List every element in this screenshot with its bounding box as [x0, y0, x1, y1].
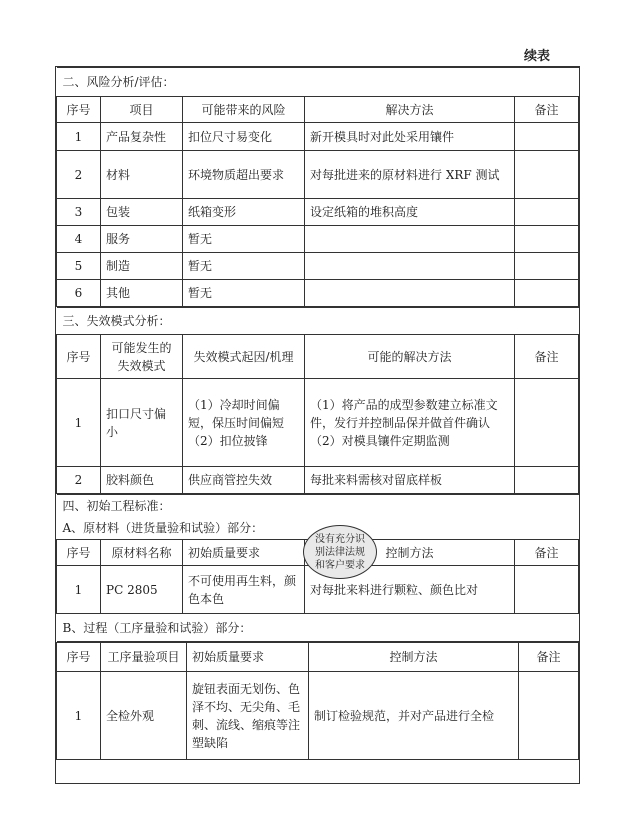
row-item: 服务 [101, 226, 183, 253]
row-number: 2 [57, 151, 101, 199]
col-header: 序号 [57, 540, 101, 566]
continued-label: 续表 [523, 49, 550, 64]
row-process-item: 全检外观 [101, 672, 187, 760]
col-header: 初始质量要求 [187, 643, 309, 672]
table-row [57, 123, 579, 151]
col-header: 序号 [57, 643, 101, 672]
col-header: 备注 [515, 540, 579, 566]
table-row [57, 151, 579, 199]
col-header: 解决方法 [305, 97, 515, 123]
col-header: 序号 [57, 335, 101, 379]
section-title-risk: 二、风险分析/评估： [57, 68, 579, 97]
col-header: 备注 [515, 335, 579, 379]
table-row [57, 379, 579, 467]
row-note [515, 123, 579, 151]
row-solution: 每批来料需核对留底样板 [305, 467, 515, 494]
row-material-name: PC 2805 [101, 566, 183, 614]
section-title-failure: 三、失效模式分析： [57, 308, 579, 335]
subsection-title-process: B、过程（工序量验和试验）部分： [57, 614, 579, 642]
row-note [515, 467, 579, 494]
col-header: 工序量验项目 [101, 643, 187, 672]
col-header: 失效模式起因/机理 [183, 335, 305, 379]
row-risk: 纸箱变形 [183, 199, 305, 226]
row-number: 4 [57, 226, 101, 253]
row-solution [305, 280, 515, 307]
row-number: 1 [57, 566, 101, 614]
col-header: 序号 [57, 97, 101, 123]
row-number: 2 [57, 467, 101, 494]
row-risk: 暂无 [183, 280, 305, 307]
row-risk: 暂无 [183, 226, 305, 253]
subsection-title-raw-material: A、原材料（进货量验和试验）部分： [57, 517, 579, 540]
table-row [57, 226, 579, 253]
row-note [515, 566, 579, 614]
row-item: 包装 [101, 199, 183, 226]
process-table [56, 642, 579, 760]
col-header: 项目 [101, 97, 183, 123]
row-item: 产品复杂性 [101, 123, 183, 151]
table-row [57, 253, 579, 280]
row-solution: （1）将产品的成型参数建立标准文件，发行并控制品保并做首件确认（2）对模具镶件定期监测 [305, 379, 515, 467]
callout-line: 和客户要求 [315, 560, 365, 571]
col-header: 原材料名称 [101, 540, 183, 566]
col-header: 备注 [519, 643, 579, 672]
row-solution [305, 226, 515, 253]
row-note [515, 151, 579, 199]
row-number: 1 [57, 123, 101, 151]
row-note [515, 280, 579, 307]
row-item: 制造 [101, 253, 183, 280]
row-control-method: 对每批来料进行颗粒、颜色比对 [305, 566, 515, 614]
row-note [515, 199, 579, 226]
table-row [57, 672, 579, 760]
row-note [515, 379, 579, 467]
row-note [519, 672, 579, 760]
risk-analysis-table [56, 67, 579, 307]
row-risk: 扣位尺寸易变化 [183, 123, 305, 151]
col-header: 可能发生的失效模式 [101, 335, 183, 379]
row-note [515, 253, 579, 280]
col-header: 控制方法 [309, 643, 519, 672]
col-header: 初始质量要求 [183, 540, 305, 566]
col-header: 可能带来的风险 [183, 97, 305, 123]
form-frame [55, 66, 580, 784]
row-failure-mode: 扣口尺寸偏小 [101, 379, 183, 467]
row-number: 6 [57, 280, 101, 307]
row-number: 5 [57, 253, 101, 280]
row-number: 3 [57, 199, 101, 226]
col-header: 可能的解决方法 [305, 335, 515, 379]
row-note [515, 226, 579, 253]
row-number: 1 [57, 379, 101, 467]
col-header: 控制方法 [305, 540, 515, 566]
row-solution: 对每批进来的原材料进行 XRF 测试 [305, 151, 515, 199]
callout-line: 别法律法规 [315, 547, 365, 558]
row-control-method: 制订检验规范，并对产品进行全检 [309, 672, 519, 760]
table-row [57, 467, 579, 494]
row-solution: 设定纸箱的堆积高度 [305, 199, 515, 226]
row-failure-mode: 胶料颜色 [101, 467, 183, 494]
row-cause: （1）冷却时间偏短，保压时间偏短（2）扣位披锋 [183, 379, 305, 467]
section-title-standard: 四、初始工程标准： [57, 495, 579, 518]
table-row [57, 280, 579, 307]
row-solution [305, 253, 515, 280]
annotation-callout [303, 525, 377, 579]
row-risk: 暂无 [183, 253, 305, 280]
col-header: 备注 [515, 97, 579, 123]
row-risk: 环境物质超出要求 [183, 151, 305, 199]
callout-line: 没有充分识 [315, 534, 365, 545]
row-solution: 新开模具时对此处采用镶件 [305, 123, 515, 151]
row-requirement: 不可使用再生料，颜色本色 [183, 566, 305, 614]
row-item: 其他 [101, 280, 183, 307]
row-cause: 供应商管控失效 [183, 467, 305, 494]
table-row [57, 199, 579, 226]
row-item: 材料 [101, 151, 183, 199]
failure-mode-table [56, 307, 579, 494]
row-number: 1 [57, 672, 101, 760]
row-requirement: 旋钮表面无划伤、色泽不均、无尖角、毛刺、流线、缩痕等注塑缺陷 [187, 672, 309, 760]
